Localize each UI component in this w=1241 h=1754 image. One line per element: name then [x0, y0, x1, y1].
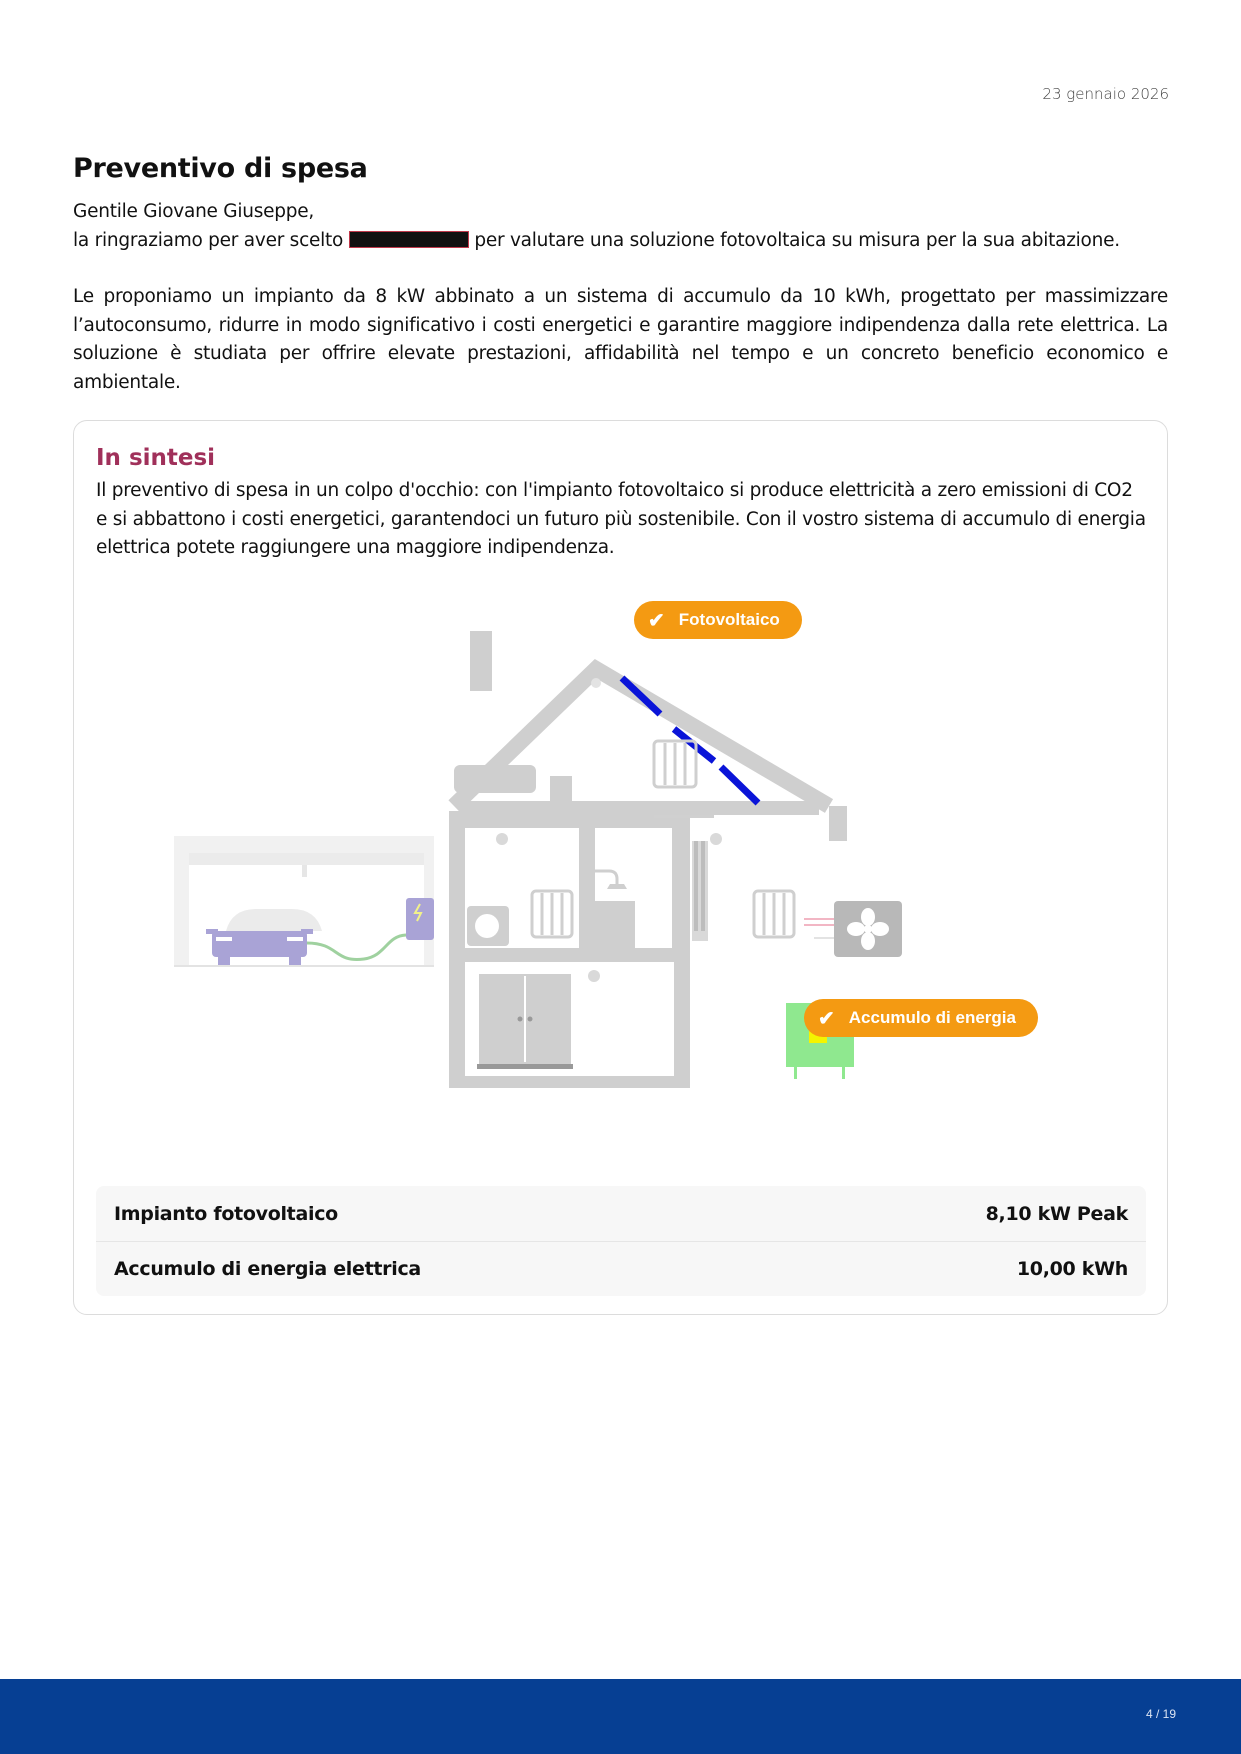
summary-text: Il preventivo di spesa in un colpo d'occhio: con l'impianto fotovoltaico si produce elettricità a zero emissioni di CO2 e si abbattono i costi energetici, garantendoci un futuro più sostenibile. Con il vostro sistema di accumulo di energia elettrica potete raggiungere una maggiore indipendenza.: [96, 480, 1146, 558]
lamp-icon: [588, 970, 600, 982]
spec-label: Accumulo di energia elettrica: [114, 1258, 421, 1280]
greeting: Gentile Giovane Giuseppe,: [73, 201, 315, 222]
house-diagram: [174, 571, 1074, 1131]
storage-badge: [804, 999, 1038, 1037]
radiator-icon: [532, 891, 572, 937]
proposal-paragraph: Le proponiamo un impianto da 8 kW abbinato a un sistema di accumulo da 10 kWh, progettato per massimizzare l’autoconsumo, ridurre in modo significativo i costi energetici e garantire maggiore indipendenza dalla rete elettrica. La soluzione è studiata per offrire elevate prestazioni, affidabilità nel tempo e un concreto beneficio economico e ambientale.: [73, 286, 1168, 393]
spec-row-storage: [96, 1241, 1146, 1296]
heat-pump-icon: [834, 901, 902, 957]
intro-text: [73, 198, 1168, 397]
lamp-icon: [591, 678, 601, 688]
spec-row-photovoltaic: [96, 1186, 1146, 1241]
page-title: Preventivo di spesa: [73, 153, 368, 184]
storage-badge-label: Accumulo di energia: [848, 1008, 1016, 1027]
radiator-icon: [754, 891, 794, 937]
cabinet-icon: [477, 974, 573, 1069]
lamp-icon: [710, 833, 722, 845]
summary-title: In sintesi: [96, 445, 216, 471]
thanks-line: [73, 227, 1168, 256]
redacted-company-name: [349, 231, 469, 248]
photovoltaic-badge-label: Fotovoltaico: [678, 610, 780, 629]
page-number: 4 / 19: [1145, 1707, 1176, 1721]
specs-table: [96, 1186, 1146, 1296]
spec-value: 8,10 kW Peak: [985, 1202, 1128, 1225]
spec-value: 10,00 kWh: [1016, 1258, 1128, 1280]
house-illustration: [174, 571, 1074, 1131]
shower-icon: [595, 871, 627, 889]
summary-card: [73, 420, 1168, 1315]
lamp-icon: [496, 833, 508, 845]
wallbox-charger-icon: [406, 898, 434, 940]
document-date: 23 gennaio 2026: [1042, 85, 1169, 103]
check-icon: ✔: [648, 609, 665, 632]
washing-machine-icon: [467, 906, 509, 946]
page-footer: [0, 1679, 1241, 1754]
photovoltaic-badge: [634, 601, 802, 639]
spec-label: Impianto fotovoltaico: [114, 1202, 338, 1225]
attic-radiator-icon: [654, 741, 696, 787]
thanks-after: per valutare una soluzione fotovoltaica su misura per la sua abitazione.: [468, 229, 1120, 251]
thanks-before: la ringraziamo per aver scelto: [73, 229, 349, 251]
check-icon: ✔: [818, 1007, 835, 1030]
